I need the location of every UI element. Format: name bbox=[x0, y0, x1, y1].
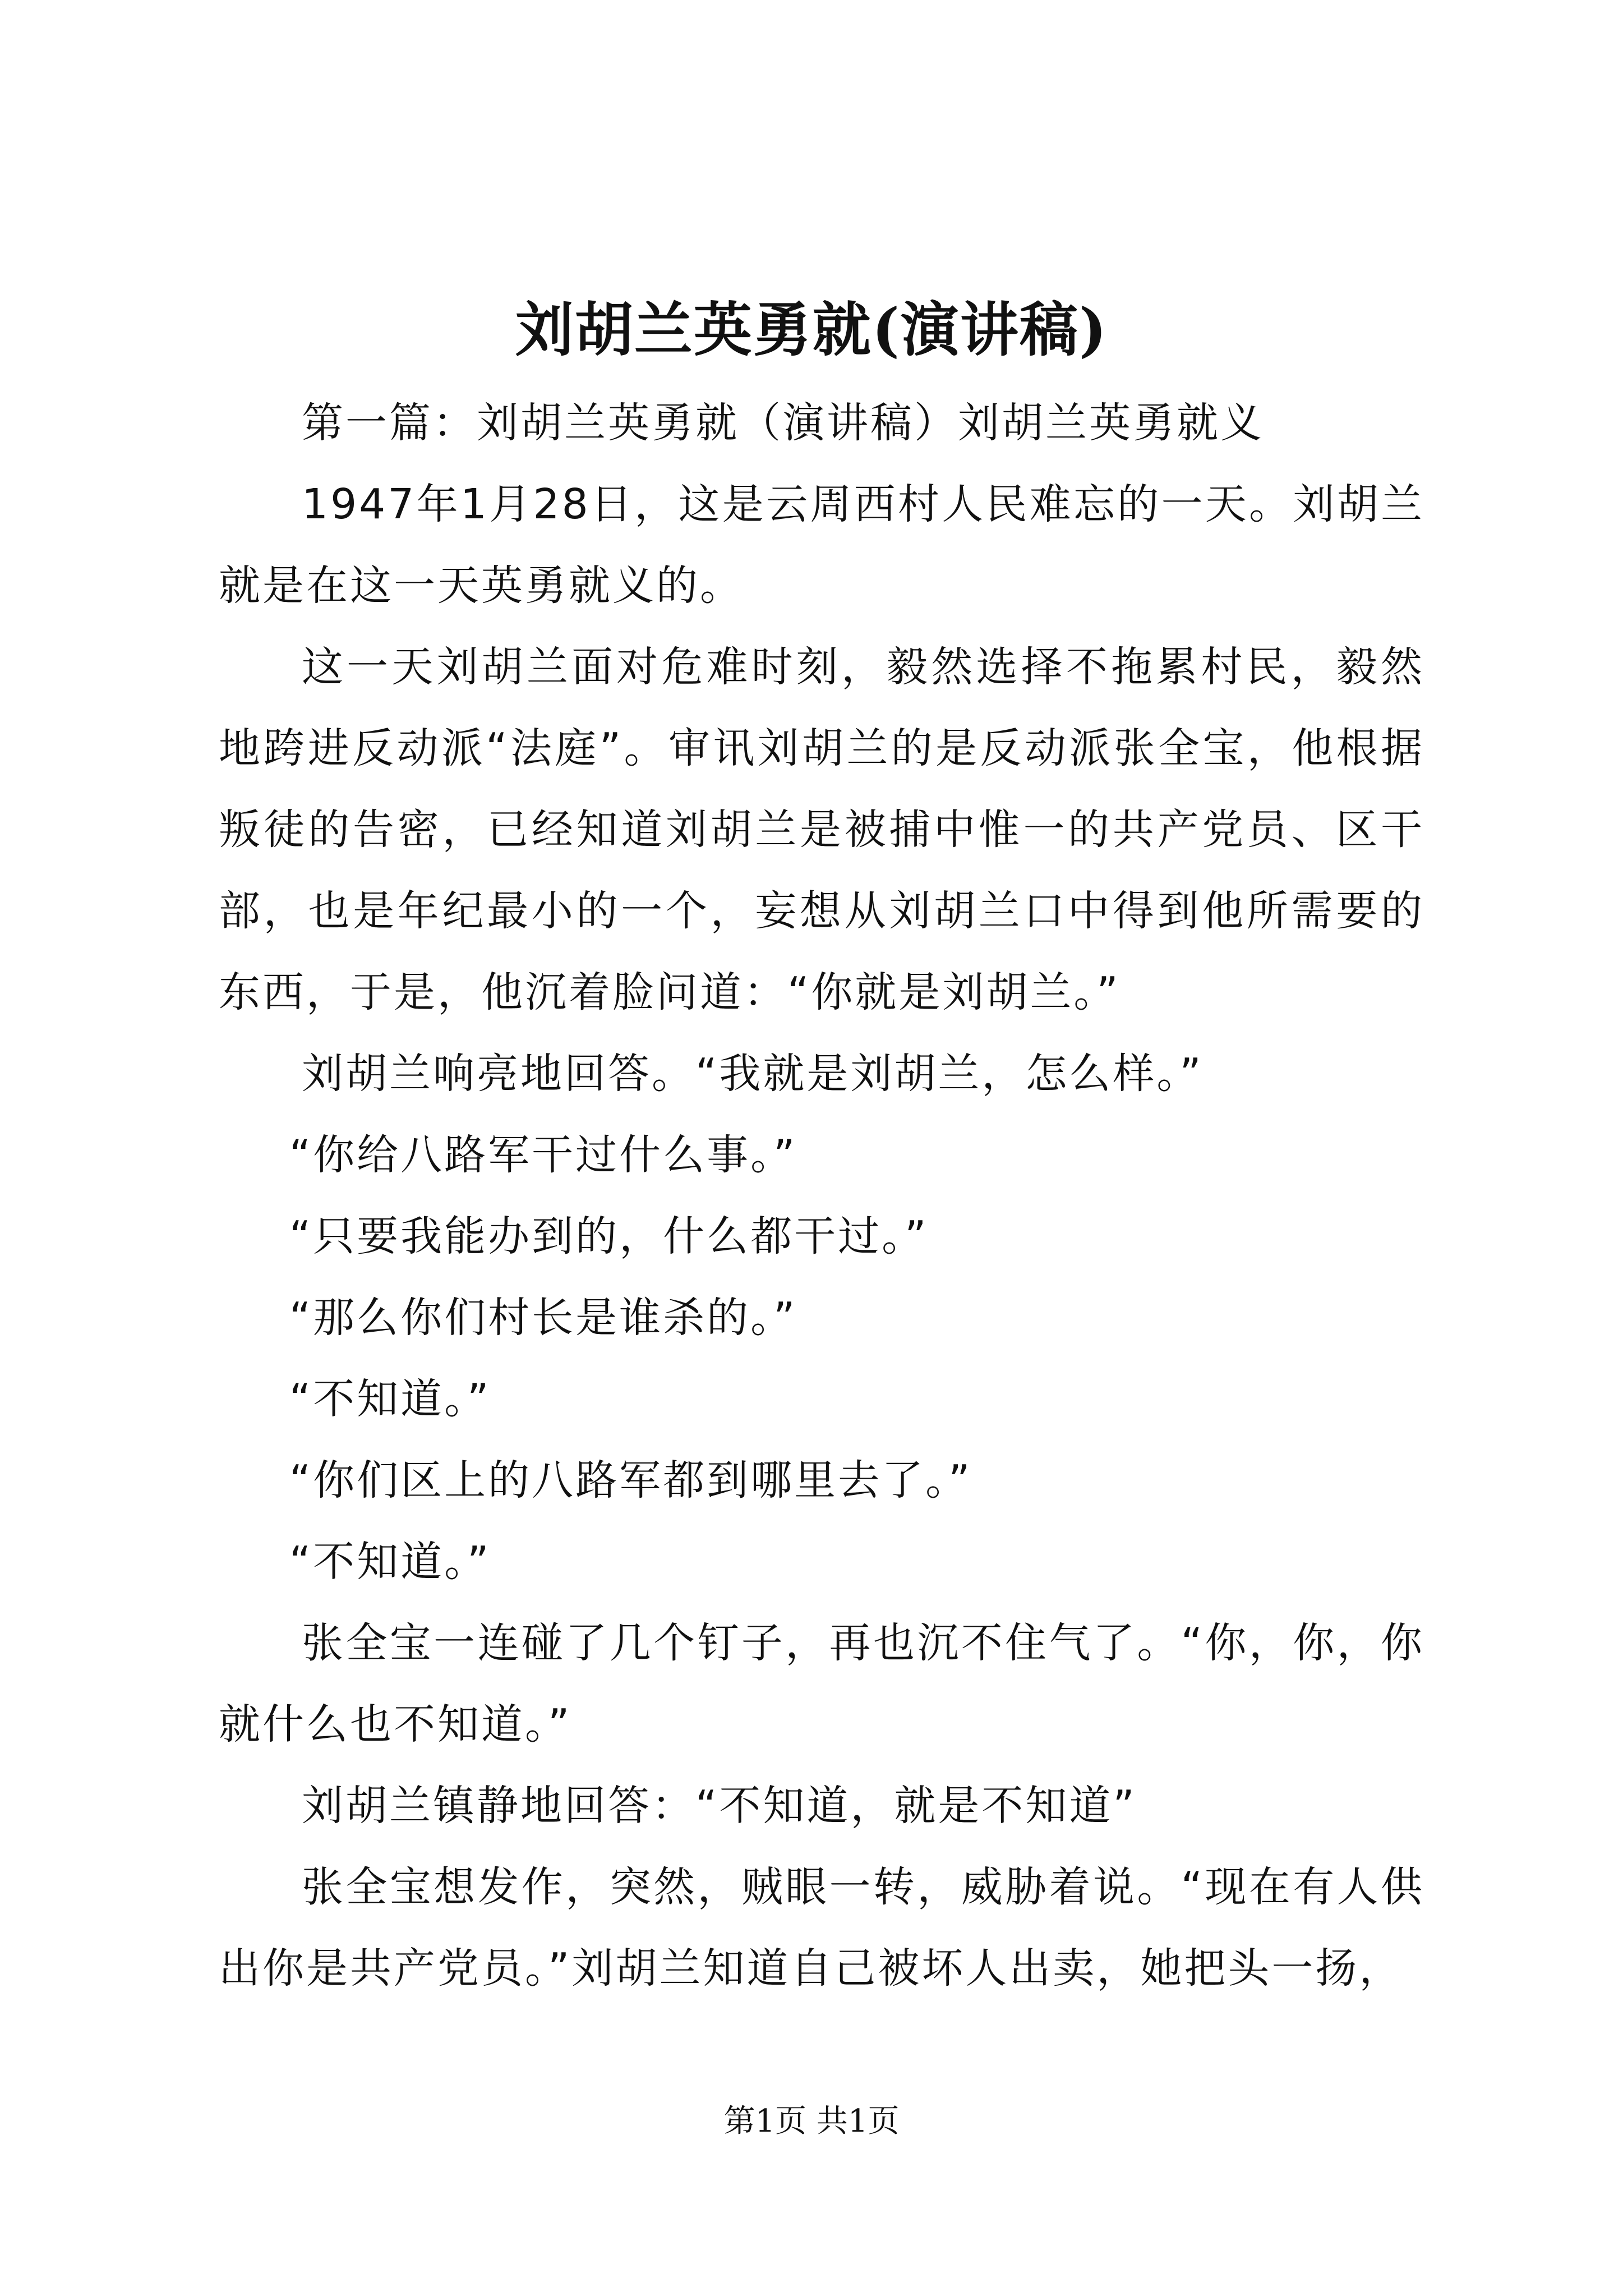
paragraph: 张全宝想发作，突然，贼眼一转，威胁着说。“现在有人供出你是共产党员。”刘胡兰知道自己被坏人出卖，她把头一扬， bbox=[219, 1863, 1424, 1993]
paragraph: 张全宝一连碰了几个钉子，再也沉不住气了。“你，你，你就什么也不知道。” bbox=[219, 1619, 1424, 1749]
dialogue-line: “不知道。” bbox=[289, 1538, 491, 1586]
dialogue-line: “不知道。” bbox=[289, 1375, 491, 1423]
dialogue-line: “你们区上的八路军都到哪里去了。” bbox=[289, 1456, 972, 1504]
document-title: 刘胡兰英勇就(演讲稿) bbox=[515, 295, 1108, 364]
dialogue-line: “那么你们村长是谁杀的。” bbox=[289, 1294, 797, 1342]
paragraph-heading: 第一篇：刘胡兰英勇就（演讲稿）刘胡兰英勇就义 bbox=[302, 399, 1264, 447]
paragraph: 1947年1月28日，这是云周西村人民难忘的一天。刘胡兰就是在这一天英勇就义的。 bbox=[219, 480, 1424, 610]
paragraph: 这一天刘胡兰面对危难时刻，毅然选择不拖累村民，毅然地跨进反动派“法庭”。审讯刘胡兰的是反动派张全宝，他根据叛徒的告密，已经知道刘胡兰是被捕中惟一的共产党员、区干部，也是年纪最小的一个，妄想从刘胡兰口中得到他所需要的东西，于是，他沉着脸问道：“你就是刘胡兰。” bbox=[219, 643, 1424, 1016]
paragraph: 刘胡兰响亮地回答。“我就是刘胡兰，怎么样。” bbox=[302, 1050, 1204, 1098]
page-footer: 第1页 共1页 bbox=[723, 2103, 900, 2139]
dialogue-line: “你给八路军干过什么事。” bbox=[289, 1131, 797, 1179]
dialogue-line: “只要我能办到的，什么都干过。” bbox=[289, 1212, 929, 1260]
document-body bbox=[219, 383, 1424, 2009]
paragraph: 刘胡兰镇静地回答：“不知道，就是不知道” bbox=[302, 1782, 1137, 1830]
